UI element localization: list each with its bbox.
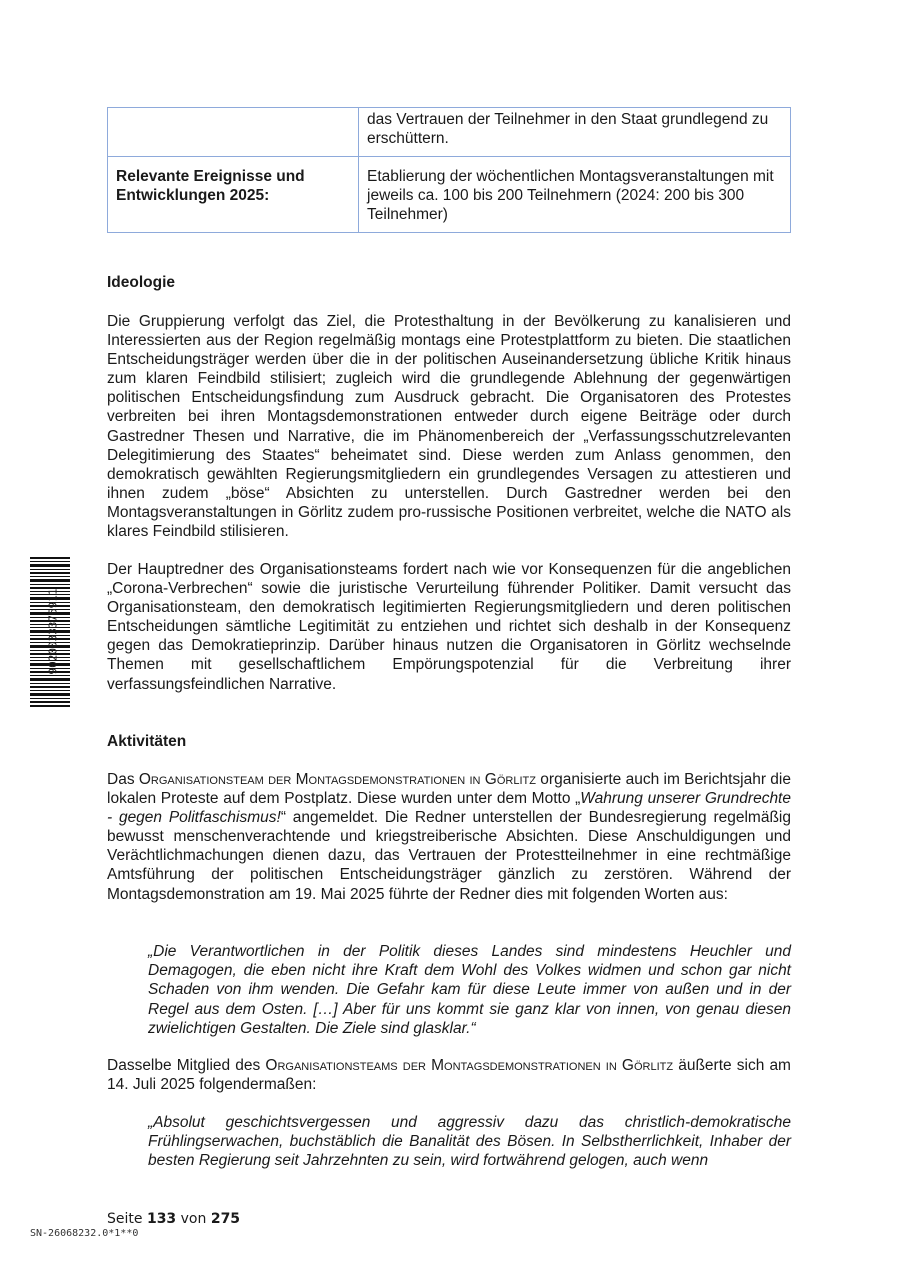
- table-cell: das Vertrauen der Teilnehmer in den Staat grundlegend zu erschüttern.: [359, 108, 791, 157]
- footer-label: Seite: [107, 1211, 143, 1227]
- text-run: Das: [107, 771, 139, 788]
- table-cell-label: [108, 157, 359, 233]
- paragraph: [107, 770, 791, 904]
- paragraph: Der Hauptredner des Organisationsteams fordert nach wie vor Konsequenzen für die angeblichen „Corona-Verbrechen“ sowie die juristische Verurteilung führender Politiker. Damit versucht das Organisationsteam, den demokratisch legitimierten Regierungsmitgliedern und deren politischen Entscheidungen sämtliche Legitimität zu entziehen und richtet sich deshalb in der Konsequenz gegen das Demokratieprinzip. Darüber hinaus nutzen die Organisatoren in Görlitz wechselnde Themen mit gesellschaftlichem Empörungspotenzial für die Verbreitung ihrer verfassungsfeindlichen Narrative.: [107, 561, 791, 693]
- section-heading-aktivitaeten: Aktivitäten: [107, 733, 187, 750]
- page-total: 275: [210, 1211, 241, 1227]
- paragraph: Die Gruppierung verfolgt das Ziel, die Protesthaltung in der Bevölkerung zu kanalisieren und Interessierten aus der Region regelmäßig montags eine Protestplattform zu bieten. Die staatlichen Entscheidungsträger werden über die in der politischen Auseinandersetzung übliche Kritik hinaus zum klaren Feindbild stilisiert; zugleich wird die grundlegende Ablehnung der gegenwärtigen politischen Entscheidungsfindung zum Ausdruck gebracht. Die Organisatoren des Protestes verbreiten bei ihren Montagsdemonstrationen entweder durch eigene Beiträge oder durch Gastredner Thesen und Narrative, die im Phänomenbereich der „Verfassungsschutzrelevanten Delegitimierung des Staates“ beheimatet sind. Diese werden zum Anlass genommen, den demokratisch gewählten Regierungsmitgliedern ein grundlegendes Versagen zu attestieren und ihnen zudem „böse“ Absichten zu unterstellen. Durch Gastredner werden bei den Montagsveranstaltungen in Görlitz zudem pro-russische Positionen verbreitet, welche die NATO als klares Feindbild stilisieren.: [107, 313, 791, 541]
- table-cell-empty: [108, 108, 359, 157]
- text-run: Dasselbe Mitglied des: [107, 1057, 266, 1074]
- footer-label: von: [180, 1211, 207, 1227]
- page-footer: [107, 1211, 240, 1227]
- info-table: [107, 107, 791, 233]
- barcode-number: 9020033376911: [46, 588, 60, 675]
- section-heading-ideologie: Ideologie: [107, 274, 176, 291]
- page-number: 133: [146, 1211, 177, 1227]
- quote-block: „Absolut geschichtsvergessen und aggressiv dazu das christlich-demokratische Frühlingserwachen, buchstäblich die Banalität des Bösen. In Selbstherrlichkeit, Inhaber der besten Regierung seit Jahrzehnten zu sein, wird fortwährend gelogen, auch wenn: [148, 1114, 791, 1170]
- table-row: [108, 108, 791, 157]
- text-run: “ angemeldet. Die Redner unterstellen der Bundesregierung regelmäßig bewusst menschenverachtende und kriegstreiberische Absichten. Diese Anschuldigungen und Verächtlichmachungen dienen dazu, das Vertrauen der Protestteilnehmer in eine rechtmäßige Amtsführung der politischen Entscheidungsträger gänzlich zu zerstören. Während der Montagsdemonstration am 19. Mai 2025 führte der Redner dies mit folgenden Worten aus:: [107, 809, 791, 903]
- paragraph: [107, 1056, 791, 1094]
- row-label: Relevante Ereignisse und Entwicklungen 2025:: [116, 168, 305, 204]
- text-run: äußerte sich am 14. Juli 2025 folgendermaßen:: [107, 1057, 791, 1094]
- motto: Wahrung unserer Grundrechte - gegen Politfaschismus!: [107, 790, 791, 827]
- table-row: [108, 157, 791, 233]
- text-run: organisierte auch im Berichtsjahr die lokalen Proteste auf dem Postplatz. Diese wurden unter dem Motto „: [107, 771, 791, 808]
- table-cell: Etablierung der wöchentlichen Montagsveranstaltungen mit jeweils ca. 100 bis 200 Teilnehmern (2024: 200 bis 300 Teilnehmer): [359, 157, 791, 233]
- organisation-name: Organisationsteams der Montagsdemonstrationen in Görlitz: [265, 1057, 674, 1074]
- organisation-name: Organisationsteam der Montagsdemonstrationen in Görlitz: [138, 771, 536, 788]
- quote-block: „Die Verantwortlichen in der Politik dieses Landes sind mindestens Heuchler und Demagogen, die eben nicht ihre Kraft dem Wohl des Volkes widmen und schon gar nicht Schaden von ihm wenden. Die Gefahr kam für diese Leute immer von außen und in der Regel aus dem Osten. […] Aber für uns kommt sie ganz klar von innen, von genau diesen zwielichtigen Gestalten. Die Ziele sind glasklar.“: [148, 943, 791, 1037]
- document-id: SN-26068232.0*1**0: [30, 1228, 139, 1239]
